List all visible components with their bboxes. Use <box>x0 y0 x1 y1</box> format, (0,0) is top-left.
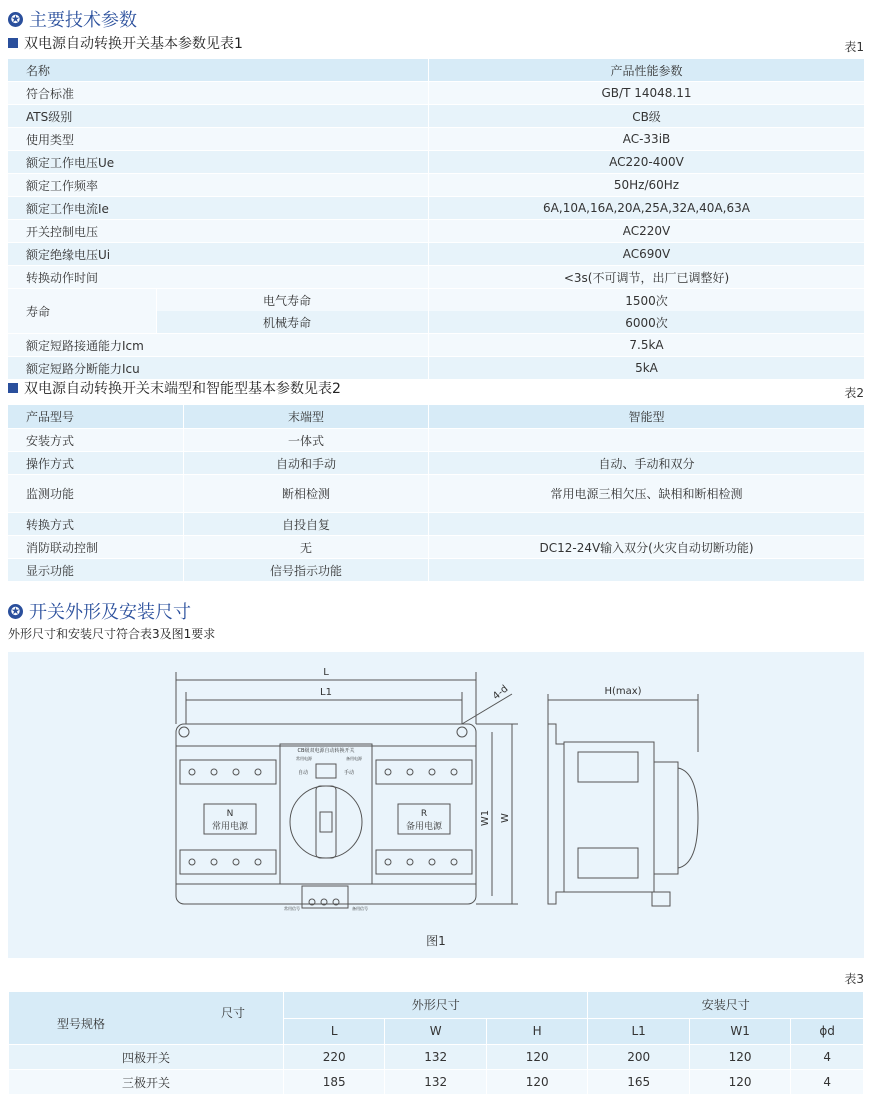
table2-subtitle-text: 双电源自动转换开关末端型和智能型基本参数见表2 <box>24 381 341 397</box>
cell: 显示功能 <box>26 563 75 578</box>
cell: 转换动作时间 <box>26 270 99 285</box>
header-cell: 产品性能参数 <box>428 59 864 81</box>
cell: 4 <box>791 1045 864 1070</box>
group-header-outline: 外形尺寸 <box>284 992 588 1019</box>
table-row <box>8 266 864 289</box>
dim-label-W: W <box>500 813 511 823</box>
terminal-block <box>376 760 472 784</box>
table-row <box>8 513 864 536</box>
cell: 寿命 <box>26 304 51 319</box>
col-header: L1 <box>588 1018 689 1045</box>
header-cell: 产品型号 <box>26 410 75 424</box>
cell <box>428 513 864 535</box>
cell: 安装方式 <box>26 433 75 448</box>
cell: <3s(不可调节，出厂已调整好) <box>428 266 864 288</box>
cell: 监测功能 <box>26 487 75 501</box>
table-row <box>8 220 864 243</box>
corner-top-label: 尺寸 <box>220 1006 245 1020</box>
cell: 消防联动控制 <box>26 540 99 555</box>
terminal-block <box>180 760 276 784</box>
dim-label-L1: L1 <box>320 687 332 698</box>
handle-bar <box>316 786 336 858</box>
cell: AC-33iB <box>428 128 864 150</box>
header-cell: 名称 <box>26 63 51 78</box>
cell: 1500次 <box>625 293 668 308</box>
table-row <box>8 452 864 475</box>
dim-label-H: H(max) <box>604 686 642 697</box>
cell: 常用电源三相欠压、缺相和断相检测 <box>428 475 864 512</box>
cell: 50Hz/60Hz <box>428 174 864 196</box>
cell: 自动、手动和双分 <box>428 452 864 474</box>
cell: 5kA <box>428 357 864 379</box>
header-cell: 智能型 <box>428 405 864 428</box>
table2-label: 表2 <box>844 386 864 400</box>
table-row <box>9 1070 864 1095</box>
col-header: L <box>284 1018 385 1045</box>
side-part <box>578 752 638 782</box>
panel-R-letter: R <box>420 809 428 819</box>
side-handle-base <box>654 762 678 874</box>
cell: 断相检测 <box>183 475 428 512</box>
handle-window <box>320 812 332 832</box>
cell: GB/T 14048.11 <box>428 82 864 104</box>
dim-label-W1: W1 <box>480 809 491 827</box>
cell: 额定短路分断能力Icu <box>26 361 140 376</box>
cell: 120 <box>689 1070 790 1095</box>
cell: 电气寿命 <box>263 293 312 308</box>
star-icon: ✪ <box>8 604 23 619</box>
section2-description: 外形尺寸和安装尺寸符合表3及图1要求 <box>8 627 216 641</box>
cell: 120 <box>689 1045 790 1070</box>
cell: AC220-400V <box>428 151 864 173</box>
center-module <box>280 744 372 884</box>
cell: 三极开关 <box>9 1070 284 1095</box>
panel-N-letter: N <box>226 809 234 819</box>
col-header: W <box>385 1018 486 1045</box>
cell: 132 <box>385 1045 486 1070</box>
cell: 220 <box>284 1045 385 1070</box>
life-subcells <box>156 289 428 333</box>
table-header-row <box>8 405 864 429</box>
rotary-handle <box>290 786 362 858</box>
star-icon: ✪ <box>8 12 23 27</box>
side-part <box>578 848 638 878</box>
group-header-install: 安装尺寸 <box>588 992 864 1019</box>
cell: 185 <box>284 1070 385 1095</box>
table-row <box>9 1045 864 1070</box>
table-row <box>8 475 864 513</box>
table-row <box>8 197 864 220</box>
leader-line <box>462 694 512 724</box>
table-row <box>8 105 864 128</box>
cell: CB级 <box>428 105 864 127</box>
corner-cell <box>9 992 284 1045</box>
dim-label-L: L <box>323 667 329 678</box>
cell: 信号指示功能 <box>183 559 428 581</box>
cell: 一体式 <box>183 429 428 451</box>
cell: 符合标准 <box>26 86 75 101</box>
cell: 自动和手动 <box>183 452 428 474</box>
cell: DC12-24V输入双分(火灾自动切断功能) <box>428 536 864 558</box>
panel-N-label: 常用电源 <box>211 822 249 832</box>
table2 <box>8 405 864 582</box>
cell <box>428 429 864 451</box>
cell: 使用类型 <box>26 132 75 147</box>
section-title-tech-params <box>8 6 137 32</box>
table3 <box>8 991 864 1095</box>
table-row <box>8 243 864 266</box>
module-small-right: 备用电源 <box>346 756 362 761</box>
module-small-left: 常用电源 <box>296 756 312 761</box>
table1-subtitle <box>8 33 243 53</box>
cell: 额定工作电流Ie <box>26 201 109 216</box>
module-title: CB级双电源自动转换开关 <box>297 748 355 754</box>
cell: 200 <box>588 1045 689 1070</box>
header-cell: 末端型 <box>183 405 428 428</box>
bottom-left-label: 常用信号 <box>284 906 300 911</box>
side-foot <box>652 892 670 906</box>
table-row <box>8 82 864 105</box>
section-title-text: 开关外形及安装尺寸 <box>29 602 191 623</box>
cell: 操作方式 <box>26 456 75 471</box>
figure-caption: 图1 <box>426 934 446 948</box>
cell: AC220V <box>428 220 864 242</box>
table2-subtitle <box>8 378 341 398</box>
table-row <box>8 429 864 452</box>
corner-bottom-label: 型号规格 <box>57 1017 106 1031</box>
col-header: W1 <box>689 1018 790 1045</box>
cell: 开关控制电压 <box>26 224 99 239</box>
cell: 额定绝缘电压Ui <box>26 247 111 262</box>
cell: 额定短路接通能力Icm <box>26 338 144 353</box>
cell <box>428 559 864 581</box>
square-bullet-icon <box>8 383 18 393</box>
terminal-block <box>180 850 276 874</box>
module-manual-label: 手动 <box>344 770 355 776</box>
dimension-drawing <box>8 652 864 958</box>
cell: 无 <box>183 536 428 558</box>
section-title-dimensions <box>8 598 191 624</box>
cell: 120 <box>486 1045 587 1070</box>
side-handle <box>678 768 698 868</box>
cell: 转换方式 <box>26 517 75 532</box>
cell: 132 <box>385 1070 486 1095</box>
module-auto-label: 自动 <box>298 770 309 776</box>
table-row-life <box>8 289 864 334</box>
dim-label-hole: 4-d <box>490 683 511 703</box>
section-title-text: 主要技术参数 <box>29 10 137 31</box>
cell: 6000次 <box>429 311 864 333</box>
figure-1 <box>8 652 864 958</box>
cell: 自投自复 <box>183 513 428 535</box>
terminal-block <box>376 850 472 874</box>
table-row <box>8 334 864 357</box>
bottom-right-label: 备用信号 <box>352 906 368 911</box>
life-values <box>428 289 864 333</box>
cell: 6A,10A,16A,20A,25A,32A,40A,63A <box>428 197 864 219</box>
mount-hole <box>179 727 189 737</box>
table1-label: 表1 <box>844 40 864 54</box>
square-bullet-icon <box>8 38 18 48</box>
cell: 额定工作电压Ue <box>26 155 115 170</box>
table-row <box>8 128 864 151</box>
side-bracket <box>548 724 564 904</box>
cell: 四极开关 <box>9 1045 284 1070</box>
mode-switch <box>316 764 336 778</box>
panel-R-label: 备用电源 <box>405 822 443 832</box>
cell: 额定工作频率 <box>26 178 99 193</box>
table-row <box>8 357 864 380</box>
cell: ATS级别 <box>26 109 73 124</box>
table1 <box>8 59 864 380</box>
cell: 4 <box>791 1070 864 1095</box>
cell: 机械寿命 <box>157 311 428 333</box>
table-row <box>8 151 864 174</box>
cell: 120 <box>486 1070 587 1095</box>
cell: AC690V <box>428 243 864 265</box>
table1-subtitle-text: 双电源自动转换开关基本参数见表1 <box>24 36 243 52</box>
table-row <box>8 174 864 197</box>
table3-label: 表3 <box>844 972 864 986</box>
cell: 7.5kA <box>428 334 864 356</box>
table-row <box>8 536 864 559</box>
cell: 165 <box>588 1070 689 1095</box>
col-header: ϕd <box>791 1018 864 1045</box>
col-header: H <box>486 1018 587 1045</box>
table-header-row <box>8 59 864 82</box>
mount-hole <box>457 727 467 737</box>
table-row <box>8 559 864 582</box>
